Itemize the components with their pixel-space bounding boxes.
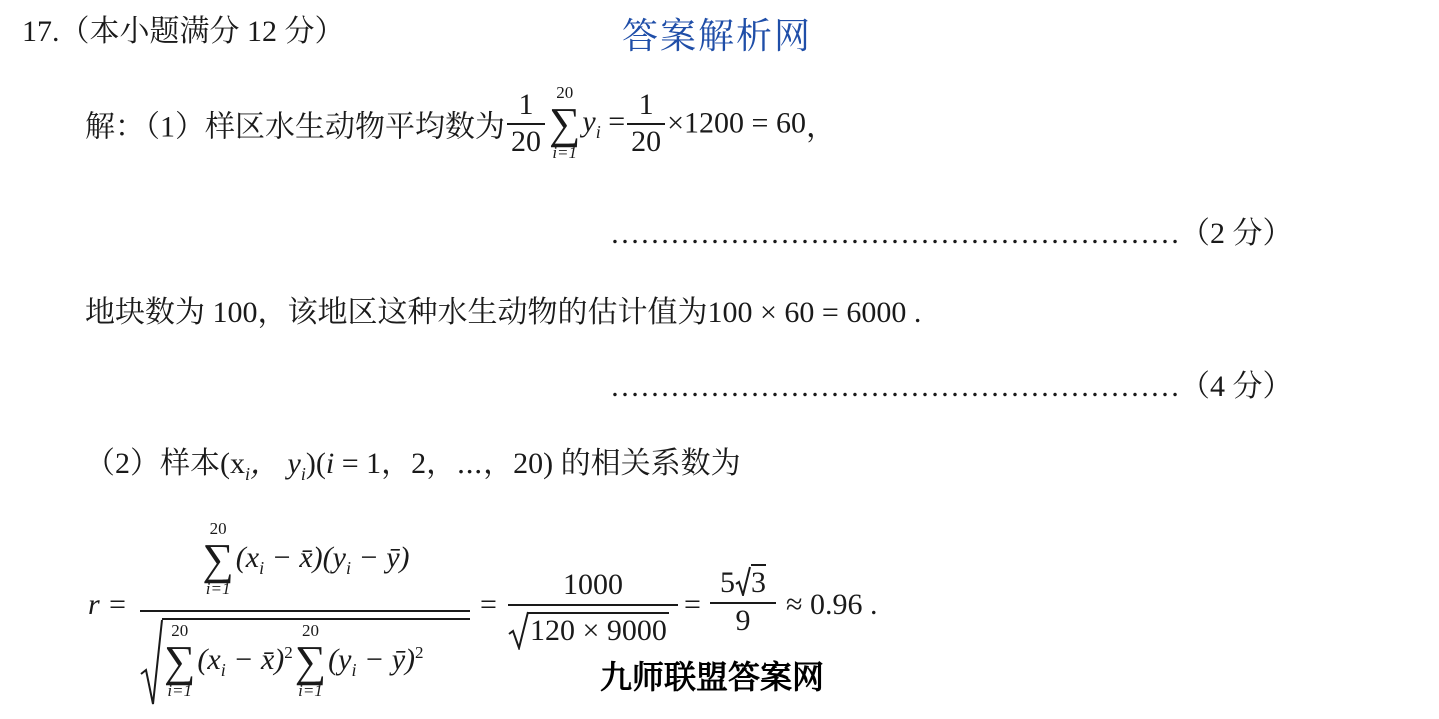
den1-upper: 20 (171, 621, 189, 640)
num-sub-i-2: i (345, 557, 351, 578)
den-sub-i: i (220, 659, 226, 680)
num-term-end: − ȳ) (351, 540, 410, 574)
equals: = (608, 104, 626, 138)
mid-fraction (508, 568, 678, 648)
den1-sigma: ∑ (164, 636, 196, 686)
comma: ， (805, 110, 836, 144)
part1-line (85, 84, 836, 163)
den-term2: (y (328, 642, 352, 676)
big-denominator (140, 618, 470, 701)
pair-mid: ， y (250, 447, 301, 480)
frac2-denominator: 20 (627, 123, 665, 160)
den2-upper: 20 (301, 621, 319, 640)
score-line-2 (610, 361, 1293, 405)
score-2: （4 分） (1180, 370, 1293, 403)
big-fraction (140, 520, 470, 701)
i-var: i (325, 447, 335, 480)
mid-denominator (508, 604, 678, 648)
equals-1: = (480, 588, 497, 621)
sum-upper: 20 (556, 83, 574, 102)
mid-den-radicand: 120 × 9000 (530, 614, 667, 647)
pair-end: )( (305, 447, 326, 480)
r-equals: r = (88, 588, 128, 621)
right-sqrt-sign (735, 566, 751, 596)
frac2-numerator: 1 (638, 88, 654, 122)
part1-prefix: 解：（1）样区水生动物平均数为 (85, 110, 505, 144)
right-numerator (710, 566, 776, 600)
den2-lower: i=1 (298, 681, 323, 701)
part3-line (85, 438, 741, 485)
den-sq-1: 2 (284, 642, 293, 662)
sigma-symbol: ∑ (549, 98, 581, 148)
num-sum-lower: i=1 (205, 579, 231, 599)
score-dots-2: ………………………………………………… (610, 370, 1180, 403)
right-num-b: 3 (751, 566, 766, 599)
part2-line (85, 287, 921, 331)
num-sub-i: i (259, 557, 265, 578)
right-num-a: 5 (720, 566, 735, 599)
fraction-one-twentieth-2 (627, 88, 665, 159)
num-sigma: ∑ (202, 534, 234, 584)
big-fraction-bar (140, 610, 470, 612)
fraction-one-twentieth (507, 88, 545, 159)
approx-value: ≈ 0.96 . (786, 588, 878, 621)
question-number: 17.（本小题满分 12 分） (22, 15, 345, 48)
den-content (162, 618, 470, 701)
var-y: y (582, 104, 596, 138)
num-term: (x (235, 540, 260, 574)
num-summation (202, 520, 233, 599)
part3-prefix: （2）样本 (85, 447, 220, 480)
index-range: = 1，2，⋯，20) (334, 447, 554, 480)
watermark-top: 答案解析网 (622, 16, 813, 57)
den1-lower: i=1 (167, 681, 193, 701)
sub-i: i (595, 121, 601, 142)
num-sum-upper: 20 (209, 519, 227, 538)
part2-text: 地块数为 100，该地区这种水生动物的估计值为 (85, 296, 708, 329)
sum-lower: i=1 (552, 143, 578, 163)
big-numerator (140, 520, 470, 608)
frac-numerator: 1 (518, 88, 534, 122)
score-dots-1: ………………………………………………… (610, 217, 1180, 250)
times-expression: ×1200 = 60 (667, 106, 806, 140)
den-term1-end: − x̄) (225, 642, 285, 676)
sqrt-sign (140, 618, 164, 706)
den-sq-2: 2 (415, 642, 424, 662)
den-term2-end: − ȳ) (356, 642, 416, 676)
right-fraction (710, 566, 776, 638)
equals-2: = (684, 588, 701, 621)
sub-i-1: i (245, 464, 251, 484)
right-denominator: 9 (710, 602, 776, 638)
den2-sigma: ∑ (294, 636, 327, 686)
part3-suffix: 的相关系数为 (553, 447, 741, 480)
pair-open: (x (220, 447, 245, 480)
summation (549, 84, 580, 163)
den-term1: (x (197, 642, 221, 676)
den-sub-i-2: i (351, 659, 357, 680)
den-summation-1 (164, 622, 195, 701)
sub-i-2: i (300, 464, 306, 484)
num-term-mid: − x̄)(y (264, 540, 346, 574)
part2-expr: 100 × 60 = 6000 . (707, 296, 922, 329)
frac-denominator: 20 (507, 123, 545, 160)
watermark-bottom: 九师联盟答案网 (600, 658, 825, 696)
mid-numerator: 1000 (563, 568, 623, 601)
score-1: （2 分） (1180, 217, 1293, 250)
den-summation-2 (295, 622, 326, 701)
mid-sqrt-sign (508, 610, 530, 650)
score-line-1 (610, 208, 1293, 252)
